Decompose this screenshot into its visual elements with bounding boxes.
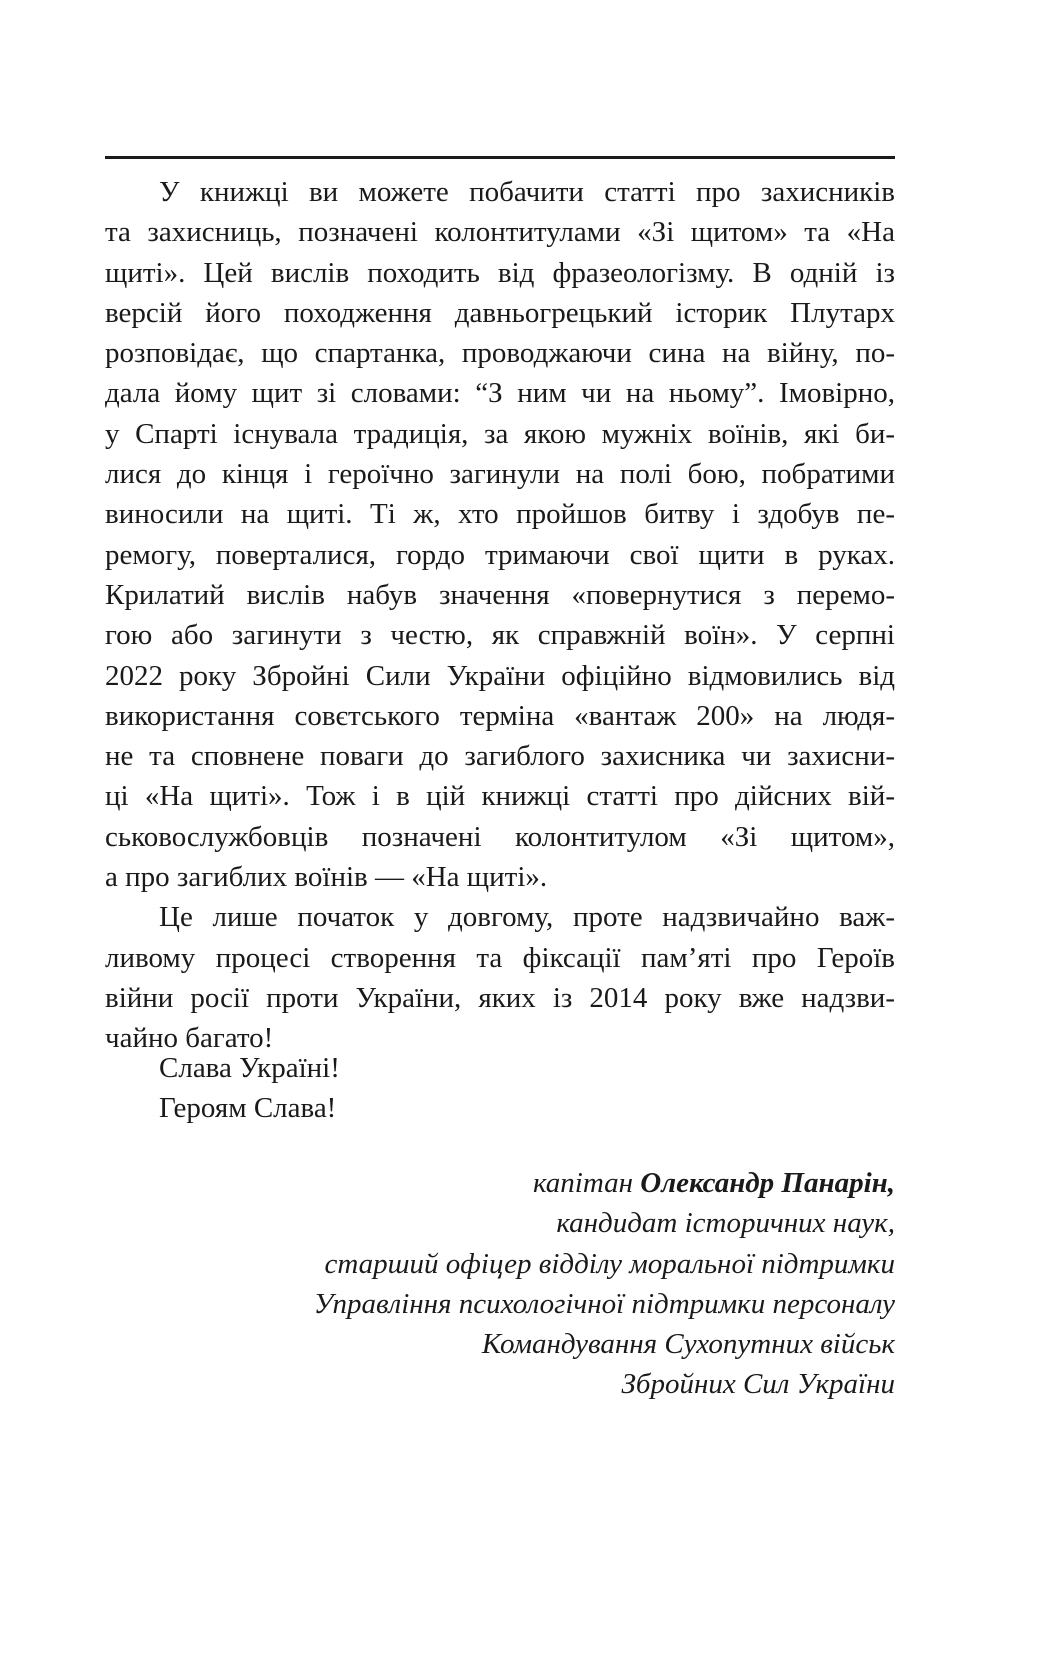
paragraph-1-line: у Спарті існувала традиція, за якою мужніх воїнів, які би- — [105, 417, 895, 450]
signature-title-line: Командування Сухопутних військ — [481, 1328, 895, 1361]
paragraph-1-line: виносили на щиті. Ті ж, хто пройшов битву і здобув пе- — [105, 498, 895, 531]
body-text — [105, 172, 895, 1059]
paragraph-2-line: ливому процесі створення та фіксації пам’яті про Героїв — [105, 941, 895, 974]
signature-title-line: Управління психологічної підтримки персоналу — [313, 1287, 895, 1320]
signature-name-line — [314, 1163, 895, 1203]
paragraph-1-line: щиті». Цей вислів походить від фразеологізму. В одній із — [105, 256, 895, 289]
paragraph-1-line: а про загиблих воїнів — «На щиті». — [105, 861, 548, 894]
paragraph-2-line: війни росії проти України, яких із 2014 року вже надзви- — [105, 981, 895, 1014]
top-rule — [105, 156, 895, 159]
paragraph-1-line: використання совєтського терміна «вантаж 200» на людя- — [105, 699, 895, 732]
greeting-line-2: Героям Слава! — [159, 1092, 337, 1125]
paragraph-1-line: Крилатий вислів набув значення «повернутися з перемо- — [105, 578, 895, 611]
paragraph-1-line: ці «На щиті». Тож і в цій книжці статті про дійсних вій- — [105, 780, 895, 813]
greeting — [159, 1048, 340, 1129]
paragraph-2-line: Це лише початок у довгому, проте надзвичайно важ- — [159, 901, 895, 934]
signature-title-line: старший офіцер відділу моральної підтримки — [324, 1247, 895, 1280]
paragraph-1-line: версій його походження давньогрецький історик Плутарх — [105, 296, 895, 329]
greeting-line-1: Слава Україні! — [159, 1052, 340, 1084]
signature-title-line: Збройних Сил України — [621, 1368, 895, 1401]
paragraph-1-line: розповідає, що спартанка, проводжаючи сина на війну, по- — [105, 337, 895, 370]
signature-rank: капітан — [532, 1167, 634, 1199]
signature-name: Олександр Панарін, — [640, 1167, 895, 1199]
paragraph-1-line: не та сповнене поваги до загиблого захисника чи захисни- — [105, 740, 895, 773]
paragraph-1-line: лися до кінця і героїчно загинули на полі бою, побратими — [105, 458, 895, 491]
signature-block — [314, 1163, 895, 1405]
paragraph-1-line: 2022 року Збройні Сили України офіційно відмовились від — [105, 659, 895, 692]
paragraph-1-line: ремогу, поверталися, гордо тримаючи свої щити в руках. — [105, 538, 895, 571]
paragraph-1-line: ськовослужбовців позначені колонтитулом «Зі щитом», — [105, 820, 895, 853]
signature-title-line: кандидат історичних наук, — [556, 1207, 895, 1240]
paragraph-1-line: У книжці ви можете побачити статті про захисників — [159, 176, 895, 208]
paragraph-1-line: та захисниць, позначені колонтитулами «Зі щитом» та «На — [105, 216, 895, 249]
paragraph-2-line: чайно багато! — [105, 1022, 274, 1055]
paragraph-1-line: гою або загинути з честю, як справжній воїн». У серпні — [105, 619, 895, 652]
paragraph-1-line: дала йому щит зі словами: “З ним чи на ньому”. Імовірно, — [105, 377, 895, 410]
